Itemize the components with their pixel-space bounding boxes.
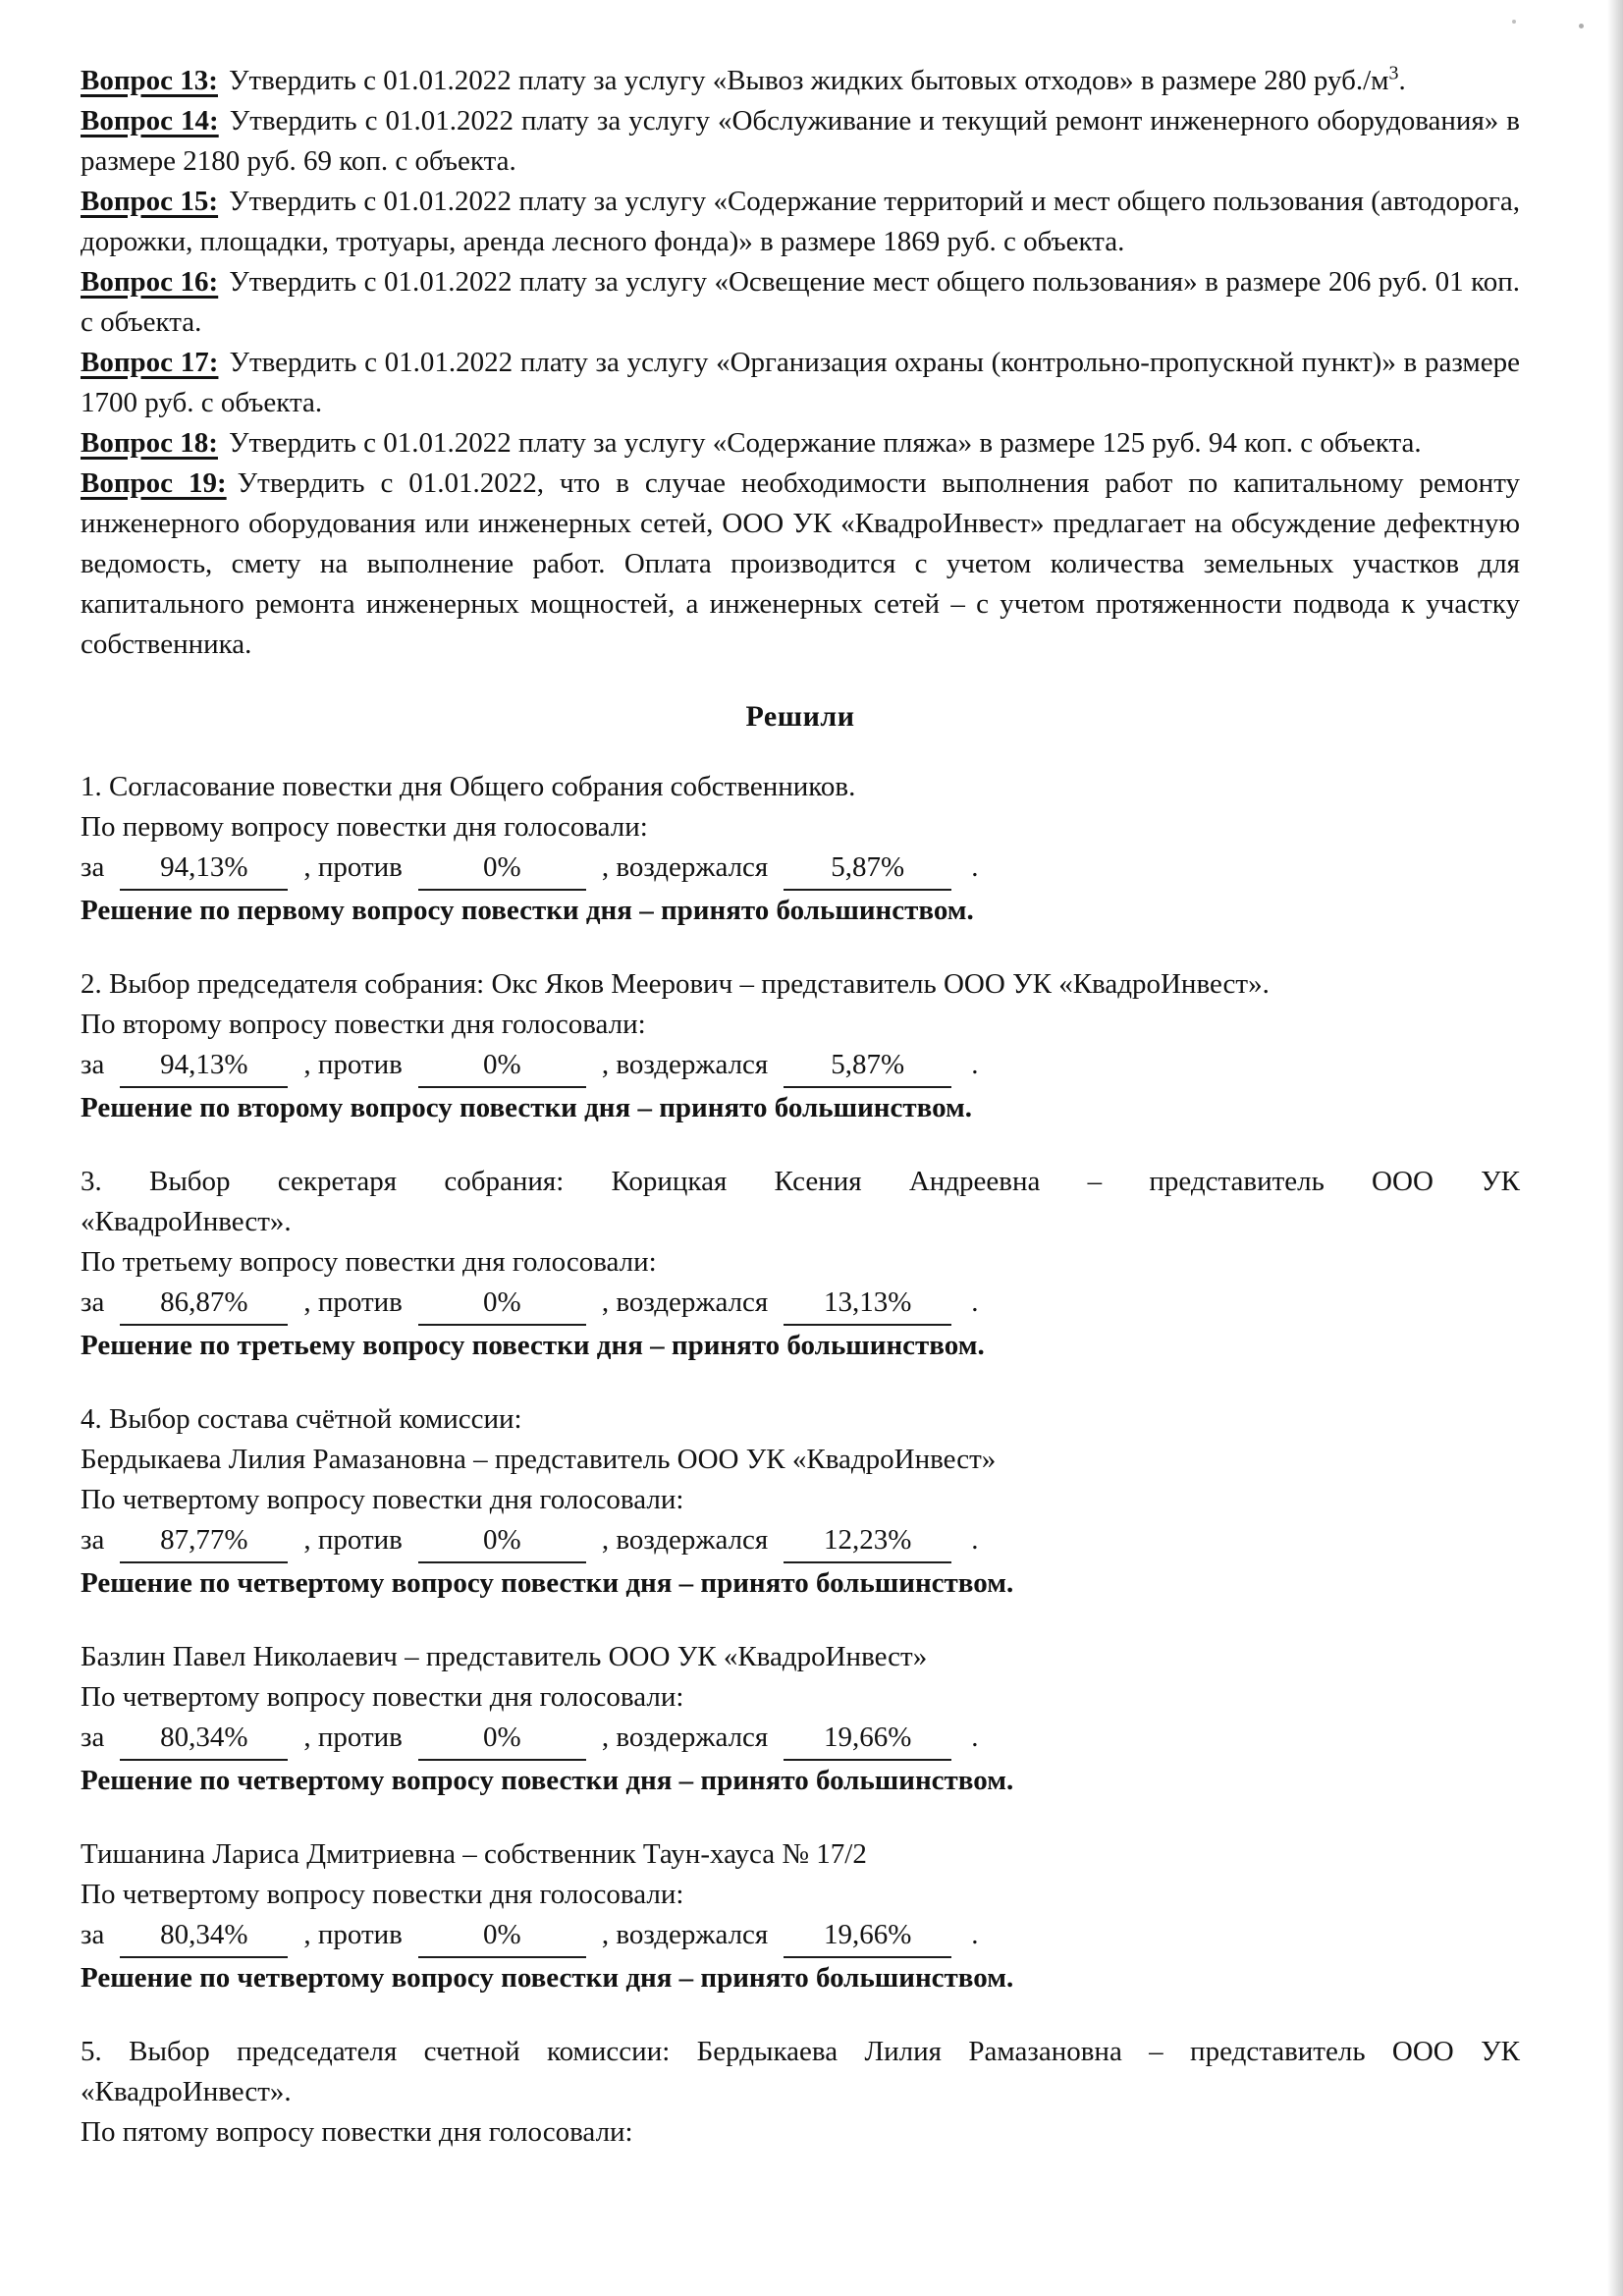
vote-abstain-value: 13,13% [784, 1283, 951, 1326]
vote-abstain-label: , воздержался [601, 1524, 769, 1556]
vote-period: . [971, 1049, 979, 1080]
vote-against-value: 0% [418, 1045, 586, 1088]
vote-prompt: По четвертому вопросу повестки дня голосовали: [81, 1879, 684, 1910]
decided-heading: Решили [745, 700, 855, 733]
decision-line: Решение по четвертому вопросу повестки дня – принято большинством. [81, 1765, 1014, 1796]
vote-abstain-value: 5,87% [784, 1045, 951, 1088]
decision-line: Решение по третьему вопросу повестки дня – принято большинством. [81, 1330, 985, 1361]
resolution-block-1 [81, 767, 1520, 931]
vote-prompt: По четвертому вопросу повестки дня голосовали: [81, 1484, 684, 1515]
vote-abstain-label: , воздержался [601, 1919, 769, 1950]
vote-prompt: По пятому вопросу повестки дня голосовали: [81, 2116, 633, 2148]
vote-against-label: , против [303, 1286, 403, 1318]
scan-speck [1512, 20, 1516, 24]
decision-line: Решение по первому вопросу повестки дня – принято большинством. [81, 895, 974, 926]
resolution-intro-line2: «КвадроИнвест». [81, 1206, 292, 1237]
vote-against-label: , против [303, 1049, 403, 1080]
resolution-intro: 3. Выбор секретаря собрания: Корицкая Ксения Андреевна – представитель ООО УК [81, 1166, 1520, 1197]
vote-for-label: за [81, 1524, 105, 1556]
vote-period: . [971, 851, 979, 883]
question-paragraph-18 [81, 423, 1520, 464]
vote-for-value: 94,13% [120, 1045, 288, 1088]
question-paragraph-16 [81, 262, 1520, 343]
question-body: Утвердить с 01.01.2022 плату за услугу «Обслуживание и текущий ремонт инженерного оборудования» в размере 2180 руб. 69 коп. с объекта. [81, 105, 1520, 177]
question-body: Утвердить с 01.01.2022, что в случае необходимости выполнения работ по капитальному ремонту инженерного оборудования или инженерных сетей, ООО УК «КвадроИнвест» предлагает на обсуждение дефектную ведомость, смету на выполнение работ. Оплата производится с учетом количества земельных участков для капитального ремонта инженерных мощностей, а инженерных сетей – с учетом протяженности подвода к участку собственника. [81, 467, 1520, 660]
question-paragraph-13 [81, 61, 1520, 101]
vote-period: . [971, 1524, 979, 1556]
resolution-block-4 [81, 1399, 1520, 1604]
vote-period: . [971, 1919, 979, 1950]
resolution-block-2 [81, 964, 1520, 1128]
question-label: Вопрос 16: [81, 266, 219, 298]
vote-row [81, 847, 1520, 891]
vote-for-value: 87,77% [120, 1520, 288, 1563]
vote-for-label: за [81, 1049, 105, 1080]
question-body: Утвердить с 01.01.2022 плату за услугу «Содержание пляжа» в размере 125 руб. 94 коп. с объекта. [228, 427, 1422, 459]
vote-against-value: 0% [418, 1283, 586, 1326]
resolution-block-3 [81, 1162, 1520, 1366]
vote-abstain-label: , воздержался [601, 1049, 769, 1080]
document-page [81, 61, 1520, 2153]
vote-prompt: По второму вопросу повестки дня голосовали: [81, 1009, 646, 1040]
vote-row [81, 1718, 1520, 1761]
vote-row [81, 1283, 1520, 1326]
vote-period: . [971, 1722, 979, 1753]
vote-abstain-label: , воздержался [601, 1722, 769, 1753]
vote-against-label: , против [303, 1919, 403, 1950]
vote-abstain-value: 19,66% [784, 1718, 951, 1761]
question-label: Вопрос 17: [81, 347, 219, 378]
vote-row [81, 1520, 1520, 1563]
resolution-intro: 2. Выбор председателя собрания: Окс Яков Меерович – представитель ООО УК «КвадроИнвест». [81, 968, 1270, 1000]
question-label: Вопрос 13: [81, 65, 218, 96]
vote-for-value: 94,13% [120, 847, 288, 891]
vote-prompt: По третьему вопросу повестки дня голосовали: [81, 1246, 657, 1278]
resolution-intro: 1. Согласование повестки дня Общего собрания собственников. [81, 771, 856, 802]
question-body: Утвердить с 01.01.2022 плату за услугу «Содержание территорий и мест общего пользования (автодорога, дорожки, площадки, тротуары, аренда лесного фонда)» в размере 1869 руб. с объекта. [81, 186, 1520, 257]
decision-line: Решение по второму вопросу повестки дня – принято большинством. [81, 1092, 973, 1123]
resolution-block-6 [81, 1834, 1520, 1998]
vote-for-label: за [81, 1286, 105, 1318]
superscript: 3 [1388, 62, 1399, 84]
question-paragraph-15 [81, 182, 1520, 262]
vote-abstain-label: , воздержался [601, 851, 769, 883]
resolution-intro: Базлин Павел Николаевич – представитель ООО УК «КвадроИнвест» [81, 1641, 928, 1672]
resolution-intro: 5. Выбор председателя счетной комиссии: Бердыкаева Лилия Рамазановна – представитель ООО УК [81, 2036, 1520, 2067]
vote-abstain-value: 12,23% [784, 1520, 951, 1563]
vote-period: . [971, 1286, 979, 1318]
vote-against-label: , против [303, 1722, 403, 1753]
question-body: Утвердить с 01.01.2022 плату за услугу «Организация охраны (контрольно-пропускной пункт)» в размере 1700 руб. с объекта. [81, 347, 1520, 418]
vote-against-value: 0% [418, 1520, 586, 1563]
resolution-block-5 [81, 1637, 1520, 1801]
question-label: Вопрос 19: [81, 467, 227, 499]
resolution-intro-line2: «КвадроИнвест». [81, 2076, 292, 2107]
question-paragraph-19 [81, 464, 1520, 665]
vote-against-label: , против [303, 1524, 403, 1556]
resolution-intro: Тишанина Лариса Дмитриевна – собственник Таун-хауса № 17/2 [81, 1838, 867, 1870]
resolution-intro-line2: Бердыкаева Лилия Рамазановна – представитель ООО УК «КвадроИнвест» [81, 1444, 997, 1475]
vote-for-label: за [81, 1919, 105, 1950]
question-tail: . [1398, 65, 1406, 96]
resolution-intro: 4. Выбор состава счётной комиссии: [81, 1403, 522, 1435]
question-label: Вопрос 14: [81, 105, 219, 137]
question-body: Утвердить с 01.01.2022 плату за услугу «Освещение мест общего пользования» в размере 206 руб. 01 коп. с объекта. [81, 266, 1520, 338]
vote-against-label: , против [303, 851, 403, 883]
vote-for-label: за [81, 1722, 105, 1753]
resolution-block-7 [81, 2032, 1520, 2153]
decision-line: Решение по четвертому вопросу повестки дня – принято большинством. [81, 1962, 1014, 1994]
vote-abstain-value: 5,87% [784, 847, 951, 891]
question-label: Вопрос 15: [81, 186, 219, 217]
scan-edge-shadow [1607, 0, 1623, 2296]
vote-abstain-label: , воздержался [601, 1286, 769, 1318]
vote-abstain-value: 19,66% [784, 1915, 951, 1958]
vote-prompt: По первому вопросу повестки дня голосовали: [81, 811, 648, 843]
decision-line: Решение по четвертому вопросу повестки дня – принято большинством. [81, 1567, 1014, 1599]
vote-for-value: 80,34% [120, 1718, 288, 1761]
vote-against-value: 0% [418, 1915, 586, 1958]
scan-speck [1579, 24, 1584, 28]
vote-prompt: По четвертому вопросу повестки дня голосовали: [81, 1681, 684, 1713]
vote-against-value: 0% [418, 847, 586, 891]
question-paragraph-14 [81, 101, 1520, 182]
question-label: Вопрос 18: [81, 427, 218, 459]
question-paragraph-17 [81, 343, 1520, 423]
question-body: Утвердить с 01.01.2022 плату за услугу «Вывоз жидких бытовых отходов» в размере 280 руб./м [228, 65, 1389, 96]
vote-row [81, 1045, 1520, 1088]
vote-for-label: за [81, 851, 105, 883]
vote-against-value: 0% [418, 1718, 586, 1761]
vote-row [81, 1915, 1520, 1958]
vote-for-value: 80,34% [120, 1915, 288, 1958]
vote-for-value: 86,87% [120, 1283, 288, 1326]
